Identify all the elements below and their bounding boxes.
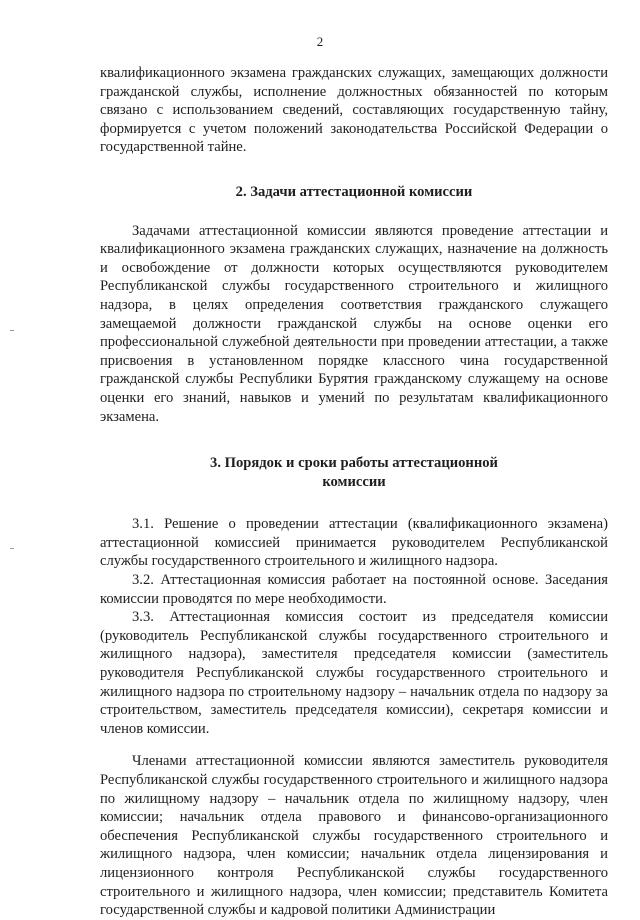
scan-artifact <box>10 330 14 331</box>
intro-paragraph: квалификационного экзамена гражданских служащих, замещающих должности гражданской службы, исполнение должностных обязанностей по которым связано с использованием сведений, составляющих государственную тайну, формируется с учетом положений законодательства Российской Федерации о государственной тайне. <box>100 65 608 156</box>
members-paragraph: Членами аттестационной комиссии являются заместитель руководителя Республиканской службы государственного строительного и жилищного надзора по жилищному надзору – начальник отдела по жилищному надзору, член комиссии; начальник отдела правового и финансово-организационного обеспечения Республиканской службы государственного строительного и жилищного надзора, член комиссии; начальник отдела лицензирования и лицензионного контроля Республиканской службы государственного строительного и жилищного надзора, член комиссии; представитель Комитета государственной службы и кадровой политики Администрации <box>100 753 608 919</box>
scan-artifact <box>10 548 14 549</box>
section-2-heading: 2. Задачи аттестационной комиссии <box>235 183 473 200</box>
section-3-heading <box>100 454 608 491</box>
clause-3-1: 3.1. Решение о проведении аттестации (квалификационного экзамена) аттестационной комиссией принимается руководителем Республиканской службы государственного строительного и жилищного надзора. <box>100 516 608 570</box>
clause-3-2: 3.2. Аттестационная комиссия работает на постоянной основе. Заседания комиссии проводятся по мере необходимости. <box>100 572 608 607</box>
section-2-paragraph: Задачами аттестационной комиссии являются проведение аттестации и квалификационного экзамена гражданских служащих, назначение на должность и освобождение от должности которых осуществляются руководителем Республиканской службы государственного строительного и жилищного надзора, в целях определения соответствия гражданского служащего замещаемой должности гражданской службы на основе оценки его профессиональной служебной деятельности при проведении аттестации, а также присвоения в установленном порядке классного чина государственной гражданской службы Республики Бурятия гражданскому служащему на основе оценки его знаний, навыков и умений по результатам квалификационного экзамена. <box>100 222 608 425</box>
page-number: 2 <box>316 34 324 49</box>
clause-3-3: 3.3. Аттестационная комиссия состоит из председателя комиссии (руководитель Республиканской службы государственного строительного и жилищного надзора), заместителя председателя комиссии (заместитель руководителя Республиканской службы государственного строительного и жилищного надзора по строительному надзору – начальник отдела по надзору за строительством, заместитель председателя комиссии), секретаря комиссии и членов комиссии. <box>100 609 608 737</box>
document-body <box>100 64 608 920</box>
section-3-heading-line-1: 3. Порядок и сроки работы аттестационной <box>210 455 498 472</box>
section-3-heading-line-2: комиссии <box>322 473 386 490</box>
